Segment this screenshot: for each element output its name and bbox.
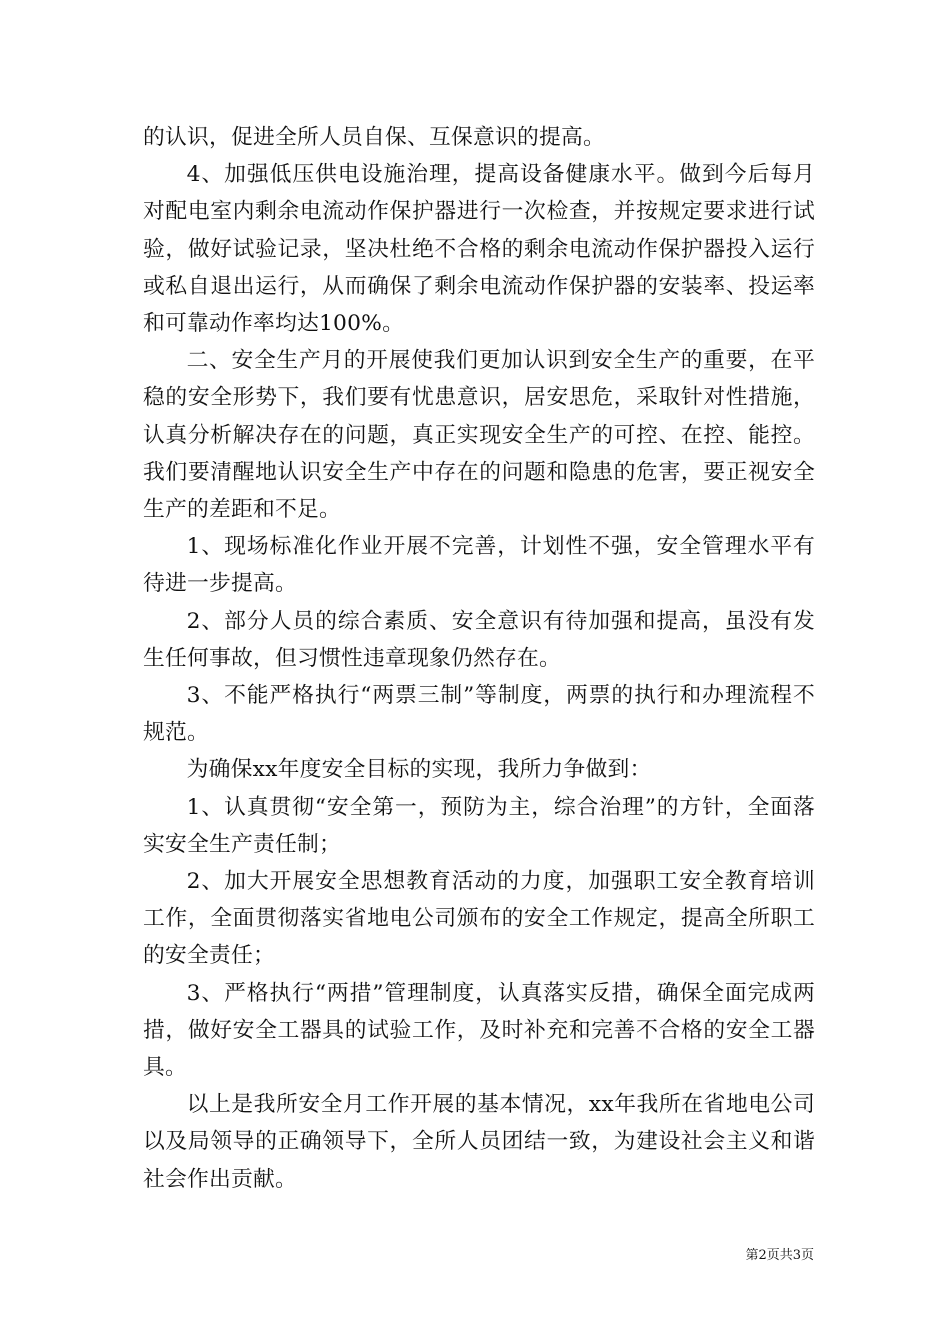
paragraph-6: 3、不能严格执行“两票三制”等制度，两票的执行和办理流程不规范。 bbox=[143, 683, 815, 746]
paragraph-3: 二、安全生产月的开展使我们更加认识到安全生产的重要，在平稳的安全形势下，我们要有忧患意识，居安思危，采取针对性措施，认真分析解决存在的问题，真正实现安全生产的可控、在控、能控。我们要清醒地认识安全生产中存在的问题和隐患的危害，要正视安全生产的差距和不足。 bbox=[143, 348, 815, 523]
paragraph-5: 2、部分人员的综合素质、安全意识有待加强和提高，虽没有发生任何事故，但习惯性违章现象仍然存在。 bbox=[143, 608, 815, 671]
paragraph-7: 为确保xx年度安全目标的实现，我所力争做到： bbox=[186, 757, 652, 783]
paragraph-9: 2、加大开展安全思想教育活动的力度，加强职工安全教育培训工作，全面贯彻落实省地电公司颁布的安全工作规定，提高全所职工的安全责任； bbox=[143, 869, 815, 969]
document-body bbox=[143, 119, 815, 1198]
paragraph-8: 1、认真贯彻“安全第一，预防为主，综合治理”的方针，全面落实安全生产责任制； bbox=[143, 794, 815, 857]
paragraph-11: 以上是我所安全月工作开展的基本情况，xx年我所在省地电公司以及局领导的正确领导下，全所人员团结一致，为建设社会主义和谐社会作出贡献。 bbox=[143, 1092, 815, 1192]
paragraph-2: 4、加强低压供电设施治理，提高设备健康水平。做到今后每月对配电室内剩余电流动作保护器进行一次检查，并按规定要求进行试验，做好试验记录，坚决杜绝不合格的剩余电流动作保护器投入运行或私自退出运行，从而确保了剩余电流动作保护器的安装率、投运率和可靠动作率均达100%。 bbox=[143, 162, 815, 337]
paragraph-10: 3、严格执行“两措”管理制度，认真落实反措，确保全面完成两措，做好安全工器具的试验工作，及时补充和完善不合格的安全工器具。 bbox=[143, 980, 815, 1081]
page-number: 第2页共3页 bbox=[745, 1248, 814, 1263]
paragraph-4: 1、现场标准化作业开展不完善，计划性不强，安全管理水平有待进一步提高。 bbox=[143, 534, 815, 597]
paragraph-1: 的认识，促进全所人员自保、互保意识的提高。 bbox=[143, 125, 605, 150]
